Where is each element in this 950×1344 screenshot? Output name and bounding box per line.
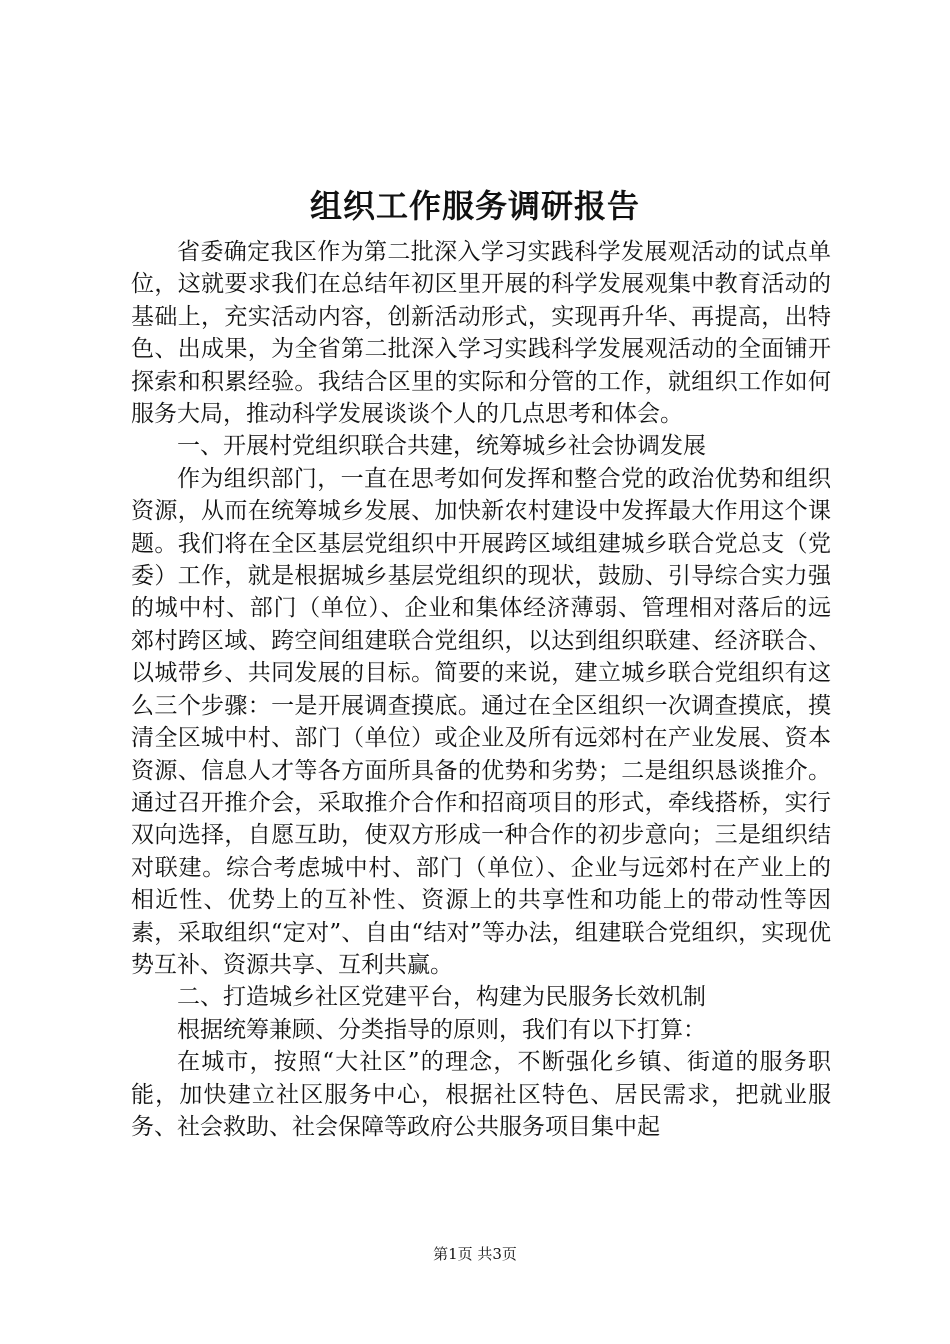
section-heading-2: 二、打造城乡社区党建平台，构建为民服务长效机制 bbox=[177, 984, 706, 1011]
page-number-footer: 第1页 共3页 bbox=[433, 1245, 517, 1263]
paragraph-intro: 省委确定我区作为第二批深入学习实践科学发展观活动的试点单位，这就要求我们在总结年初区里开展的科学发展观集中教育活动的基础上，充实活动内容，创新活动形式，实现再升华、再提高，出特色、出成果，为全省第二批深入学习实践科学发展观活动的全面铺开探索和积累经验。我结合区里的实际和分管的工作，就组织工作如何服务大局，推动科学发展谈谈个人的几点思考和体会。 bbox=[131, 239, 831, 428]
section-heading-1: 一、开展村党组织联合共建，统筹城乡社会协调发展 bbox=[177, 433, 706, 460]
paragraph-city-plan: 在城市，按照“大社区”的理念，不断强化乡镇、街道的服务职能，加快建立社区服务中心，根据社区特色、居民需求，把就业服务、社会救助、社会保障等政府公共服务项目集中起 bbox=[131, 1049, 831, 1140]
paragraph-plan-intro: 根据统筹兼顾、分类指导的原则，我们有以下打算： bbox=[177, 1016, 706, 1043]
document-body bbox=[131, 236, 831, 1143]
document-title: 组织工作服务调研报告 bbox=[309, 187, 640, 225]
paragraph-section-1: 作为组织部门，一直在思考如何发挥和整合党的政治优势和组织资源，从而在统筹城乡发展、加快新农村建设中发挥最大作用这个课题。我们将在全区基层党组织中开展跨区域组建城乡联合党总支（党委）工作，就是根据城乡基层党组织的现状，鼓励、引导综合实力强的城中村、部门（单位）、企业和集体经济薄弱、管理相对落后的远郊村跨区域、跨空间组建联合党组织，以达到组织联建、经济联合、以城带乡、共同发展的目标。简要的来说，建立城乡联合党组织有这么三个步骤：一是开展调查摸底。通过在全区组织一次调查摸底，摸清全区城中村、部门（单位）或企业及所有远郊村在产业发展、资本资源、信息人才等各方面所具备的优势和劣势；二是组织恳谈推介。通过召开推介会，采取推介合作和招商项目的形式，牵线搭桥，实行双向选择，自愿互助，使双方形成一种合作的初步意向；三是组织结对联建。综合考虑城中村、部门（单位）、企业与远郊村在产业上的相近性、优势上的互补性、资源上的共享性和功能上的带动性等因素，采取组织“定对”、自由“结对”等办法，组建联合党组织，实现优势互补、资源共享、互利共赢。 bbox=[131, 465, 831, 978]
